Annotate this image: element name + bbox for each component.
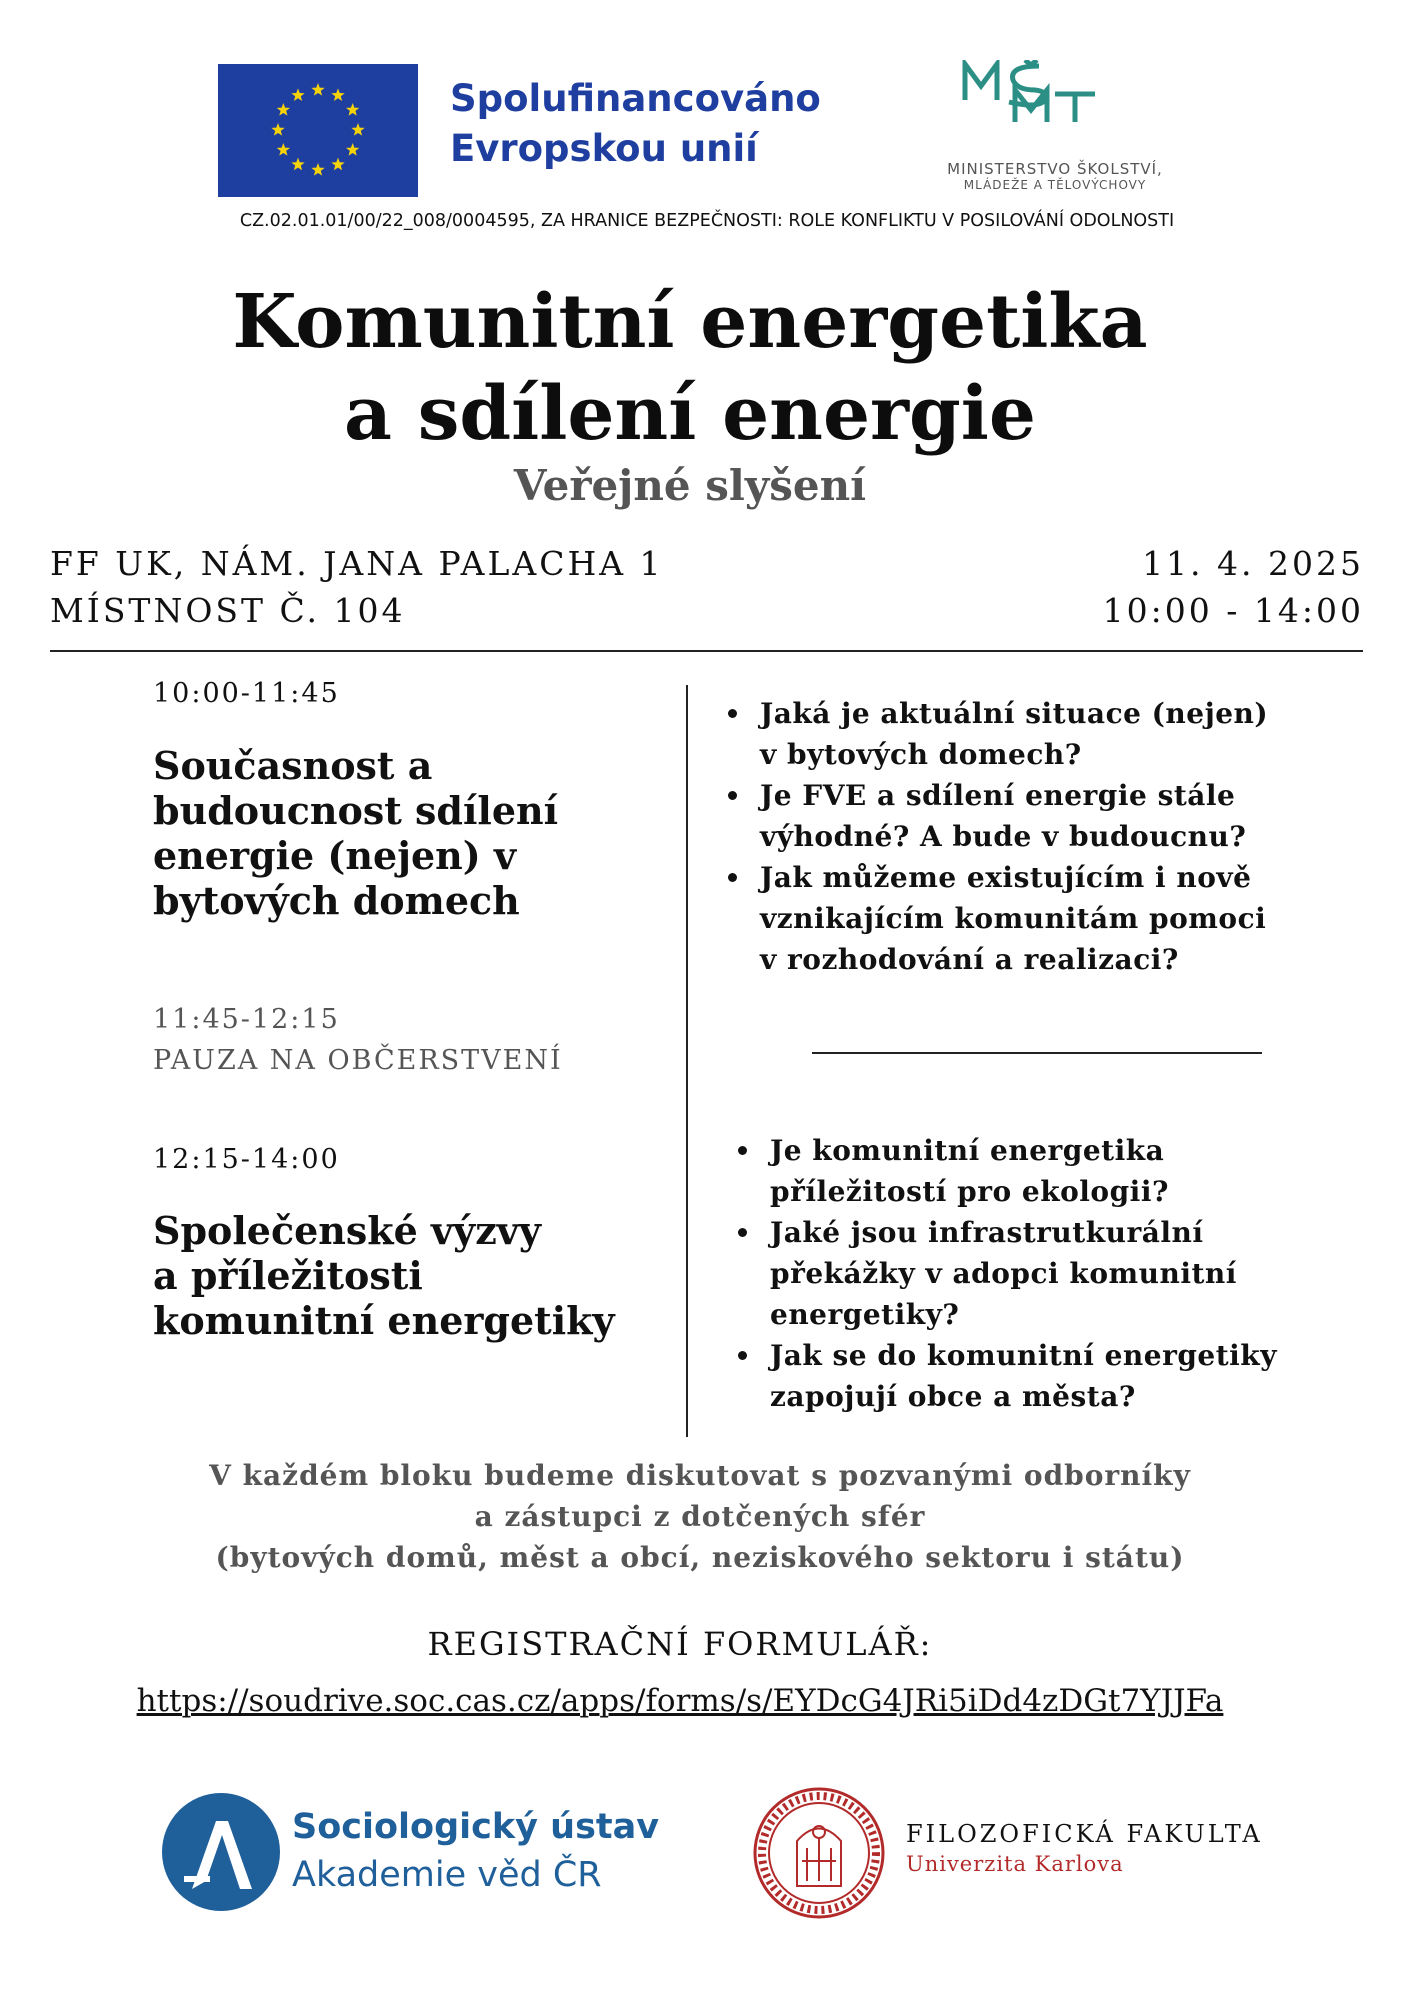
question-item bbox=[732, 1130, 1277, 1212]
question-line: Jaké jsou infrastrutkurální bbox=[770, 1216, 1204, 1249]
title-line2: a sdílení energie bbox=[344, 371, 1036, 457]
discussion-line: V každém bloku budeme diskutovat s pozvanými odborníky bbox=[209, 1459, 1191, 1492]
block2-time: 12:15-14:00 bbox=[153, 1144, 340, 1175]
discussion-line: (bytových domů, měst a obcí, neziskového sektoru i státu) bbox=[215, 1541, 1185, 1574]
block1-title-line: energie (nejen) v bbox=[153, 833, 517, 878]
block2-title bbox=[153, 1208, 615, 1343]
question-line: překážky v adopci komunitní bbox=[770, 1257, 1237, 1290]
question-line: v rozhodování a realizaci? bbox=[760, 943, 1179, 976]
column-divider bbox=[686, 685, 688, 1437]
question-line: Je FVE a sdílení energie stále bbox=[760, 779, 1236, 812]
registration-link[interactable]: https://soudrive.soc.cas.cz/apps/forms/s/EYDcG4JRi5iDd4zDGt7YJJFa bbox=[136, 1683, 1224, 1719]
divider bbox=[50, 650, 1363, 652]
question-line: Jak se do komunitní energetiky bbox=[770, 1339, 1277, 1372]
bullet-icon bbox=[728, 791, 737, 800]
block1-title-line: bytových domech bbox=[153, 878, 520, 923]
charles-university-seal-icon bbox=[752, 1786, 886, 1920]
msmt-logo bbox=[955, 60, 1155, 124]
venue bbox=[50, 540, 664, 634]
bullet-icon bbox=[738, 1228, 747, 1237]
venue-line2: MÍSTNOST Č. 104 bbox=[50, 591, 406, 630]
block2-questions bbox=[732, 1130, 1277, 1417]
project-code: CZ.02.01.01/00/22_008/0004595, ZA HRANICE BEZPEČNOSTI: ROLE KONFLIKTU V POSILOVÁNÍ ODOLNOSTI bbox=[239, 211, 1175, 231]
block2-title-line: a příležitosti bbox=[153, 1253, 423, 1298]
title-line1: Komunitní energetika bbox=[232, 279, 1148, 365]
event-date bbox=[1103, 540, 1364, 634]
block2-title-line: Společenské výzvy bbox=[153, 1208, 541, 1253]
question-line: Jaká je aktuální situace (nejen) bbox=[760, 697, 1269, 730]
bullet-icon bbox=[738, 1146, 747, 1155]
question-item bbox=[722, 693, 1268, 775]
bullet-icon bbox=[728, 709, 737, 718]
question-line: zapojují obce a města? bbox=[770, 1380, 1136, 1413]
date-day: 11. 4. 2025 bbox=[1142, 544, 1364, 583]
block2-title-line: komunitní energetiky bbox=[153, 1298, 615, 1343]
question-line: Jak můžeme existujícím i nově bbox=[760, 861, 1252, 894]
msmt-name bbox=[900, 160, 1210, 192]
block1-title bbox=[153, 743, 558, 923]
faculty-name bbox=[906, 1820, 1263, 1876]
eu-text-line1: Spolufinancováno bbox=[450, 77, 821, 120]
block1-questions bbox=[722, 693, 1268, 980]
eu-cofinanced-text bbox=[450, 74, 821, 174]
soc-institute-name bbox=[292, 1803, 659, 1899]
question-line: v bytových domech? bbox=[760, 738, 1082, 771]
bullet-icon bbox=[728, 873, 737, 882]
section-divider bbox=[812, 1052, 1262, 1054]
pause-time: 11:45-12:15 bbox=[153, 1004, 340, 1035]
question-item bbox=[732, 1212, 1277, 1335]
discussion-note bbox=[0, 1455, 1400, 1578]
msmt-text-line2: MLÁDEŽE A TĚLOVÝCHOVY bbox=[963, 178, 1147, 192]
soc-institute-logo-icon bbox=[162, 1793, 280, 1911]
ff-line2: Univerzita Karlova bbox=[906, 1852, 1124, 1876]
bullet-icon bbox=[738, 1351, 747, 1360]
question-line: energetiky? bbox=[770, 1298, 960, 1331]
event-subtitle: Veřejné slyšení bbox=[513, 461, 867, 510]
eu-flag-logo bbox=[218, 64, 418, 197]
question-line: příležitostí pro ekologii? bbox=[770, 1175, 1169, 1208]
msmt-text-line1: MINISTERSTVO ŠKOLSTVÍ, bbox=[947, 160, 1163, 178]
question-item bbox=[722, 857, 1268, 980]
question-line: výhodné? A bude v budoucnu? bbox=[760, 820, 1247, 853]
soc-line1: Sociologický ústav bbox=[292, 1807, 660, 1847]
soc-line2: Akademie věd ČR bbox=[292, 1855, 602, 1895]
question-line: Je komunitní energetika bbox=[770, 1134, 1165, 1167]
event-title bbox=[0, 276, 1380, 460]
eu-text-line2: Evropskou unií bbox=[450, 127, 758, 170]
discussion-line: a zástupci z dotčených sfér bbox=[474, 1500, 926, 1533]
block1-title-line: Současnost a bbox=[153, 743, 433, 788]
question-item bbox=[732, 1335, 1277, 1417]
pause-label: PAUZA NA OBČERSTVENÍ bbox=[153, 1045, 563, 1076]
ff-line1: FILOZOFICKÁ FAKULTA bbox=[906, 1820, 1263, 1848]
registration-label: REGISTRAČNÍ FORMULÁŘ: bbox=[427, 1625, 933, 1663]
block1-time: 10:00-11:45 bbox=[153, 678, 340, 709]
venue-line1: FF UK, NÁM. JANA PALACHA 1 bbox=[50, 544, 664, 583]
block1-title-line: budoucnost sdílení bbox=[153, 788, 559, 833]
date-time: 10:00 - 14:00 bbox=[1102, 591, 1364, 630]
question-item bbox=[722, 775, 1268, 857]
question-line: vznikajícím komunitám pomoci bbox=[760, 902, 1267, 935]
